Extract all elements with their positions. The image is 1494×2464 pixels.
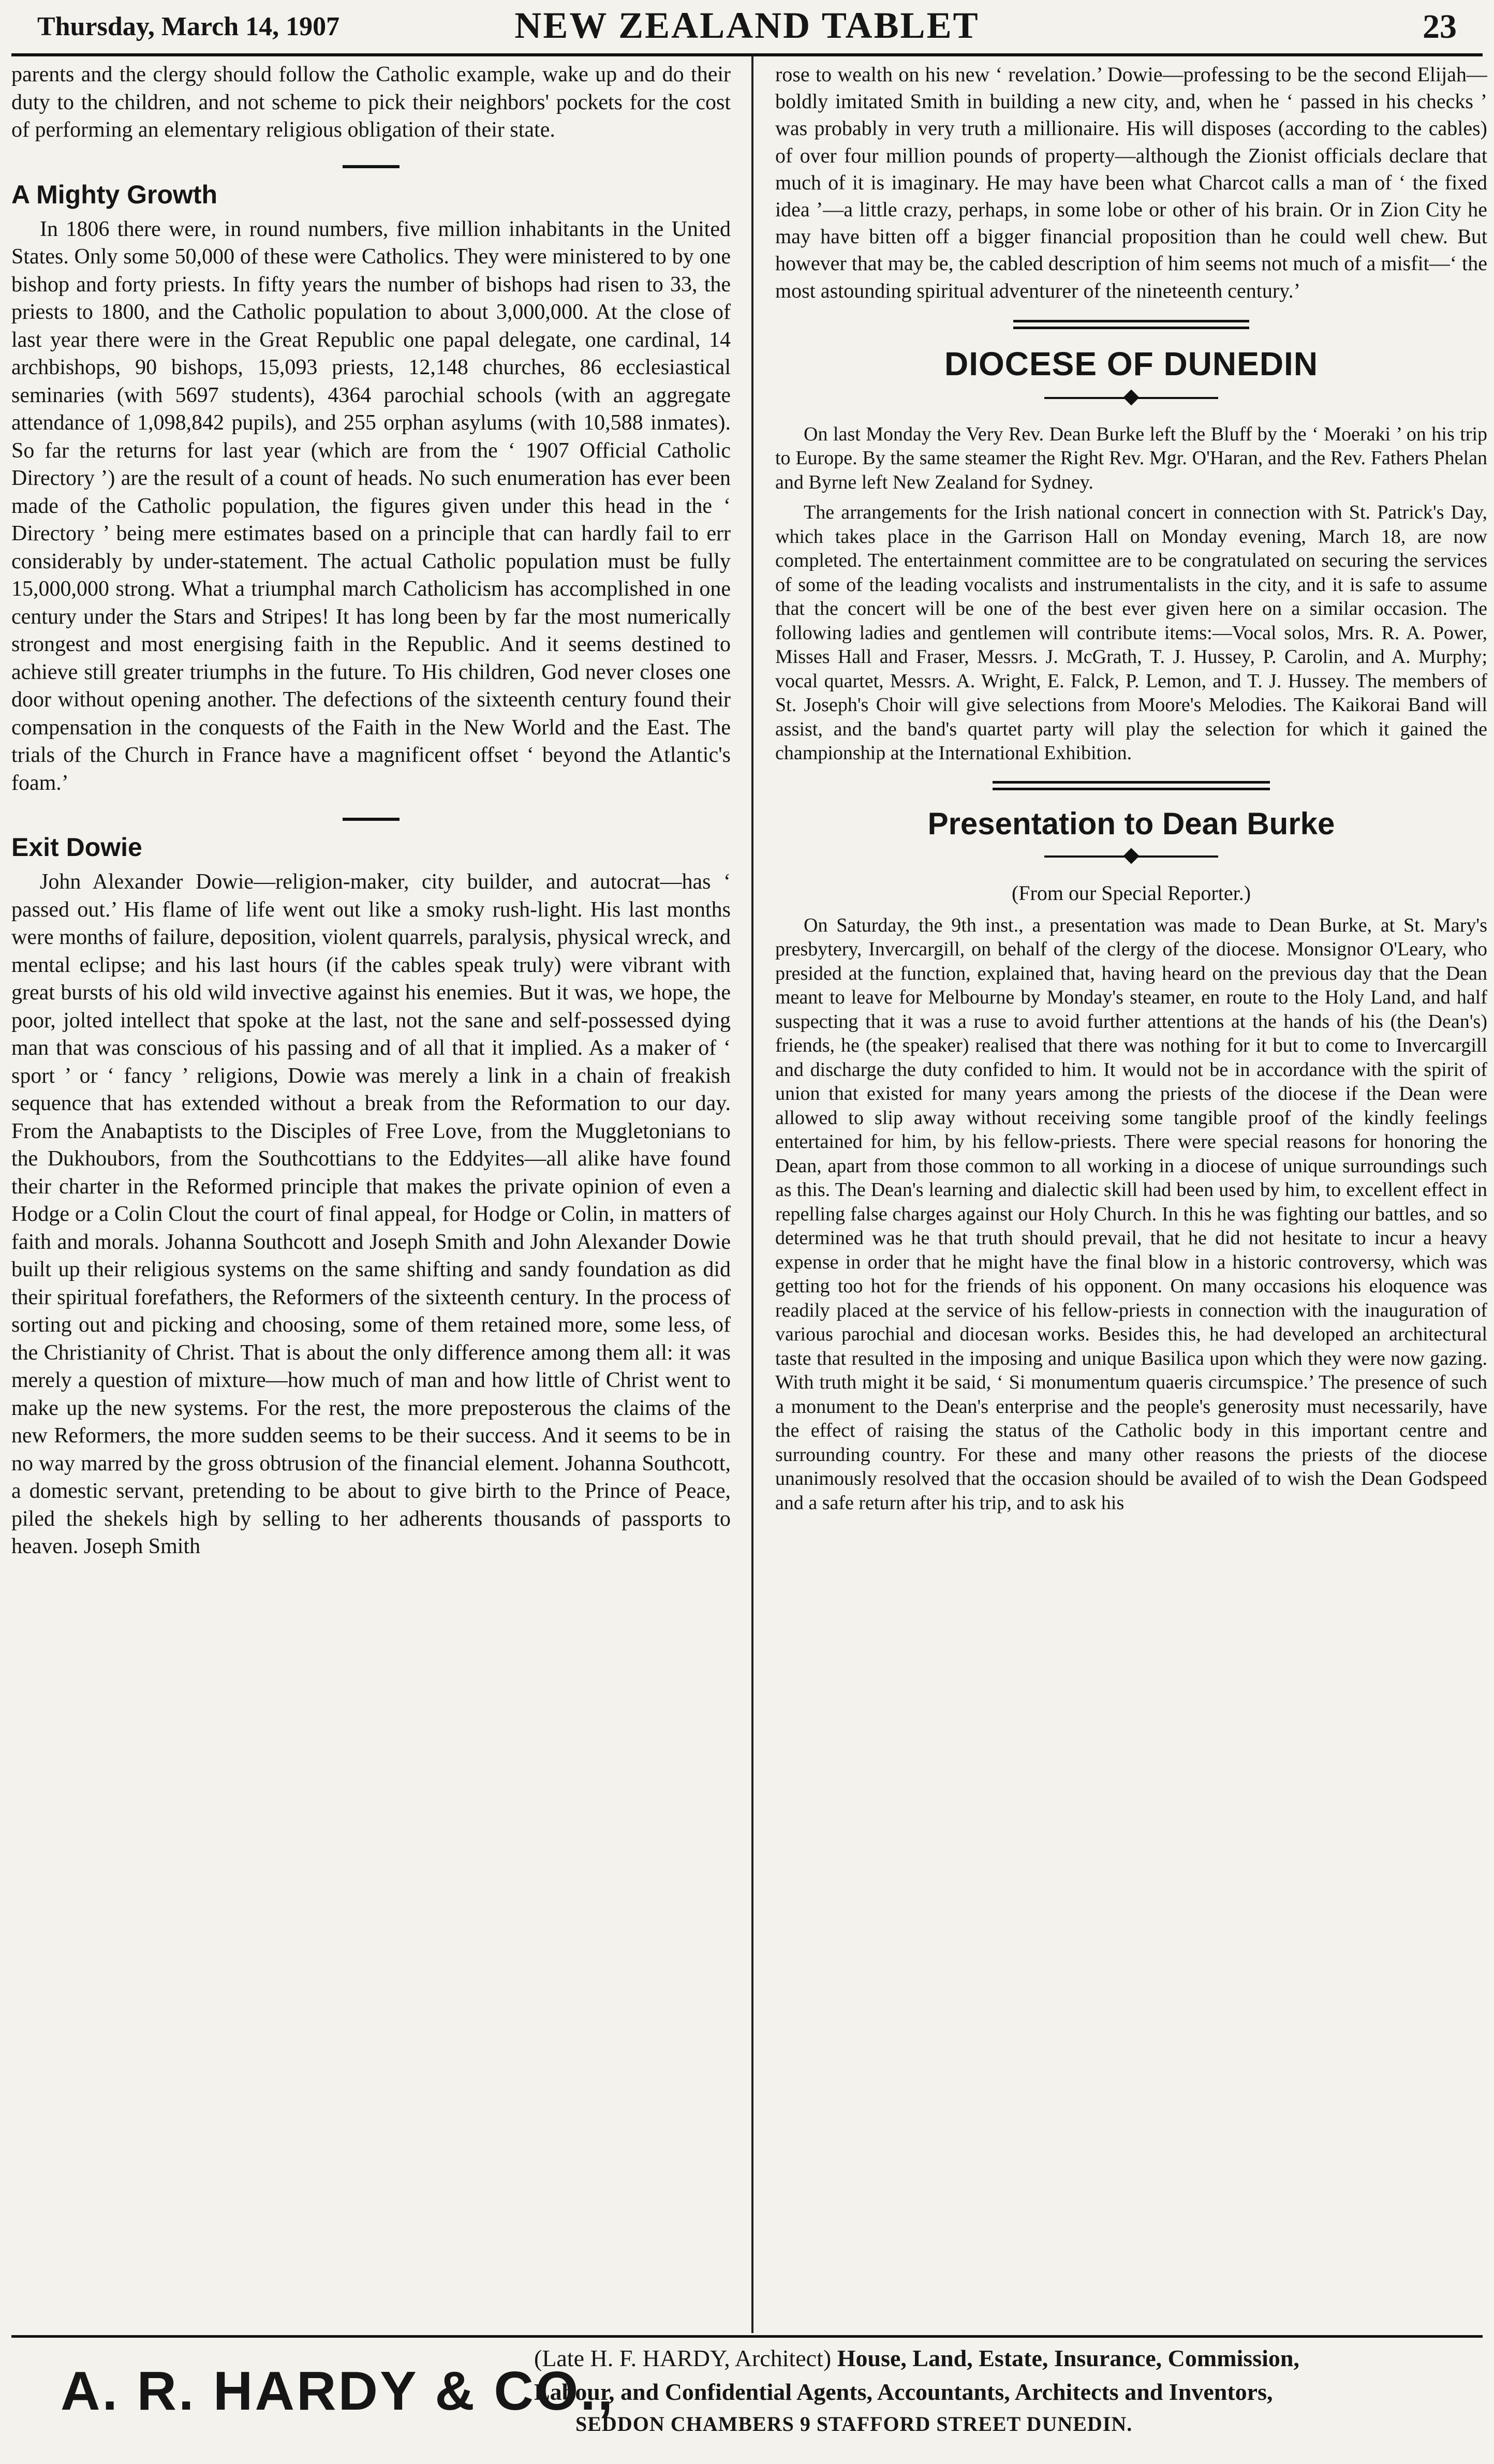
intro-paragraph: parents and the clergy should follow the Catholic example, wake up and do their duty to the children, and not scheme to pick their neighbors' pockets for the cost of performing an elementary religious obligation of their state.	[11, 63, 731, 142]
ornament-rule	[775, 389, 1487, 407]
header-rule	[11, 53, 1483, 56]
advertisement-line-2: Labour, and Confidential Agents, Accountants, Architects and Inventors,	[534, 2379, 1273, 2405]
issue-date: Thursday, March 14, 1907	[37, 12, 340, 41]
presentation-heading: Presentation to Dean Burke	[927, 806, 1335, 841]
diamond-ornament-icon	[1123, 848, 1139, 864]
mighty-growth-heading: A Mighty Growth	[11, 180, 218, 209]
advertisement-note: (Late H. F. HARDY, Architect)	[534, 2345, 832, 2371]
diocese-paragraph-2: The arrangements for the Irish national concert in connection with St. Patrick's Day, which takes place in the Garrison Hall on Monday evening, March 18, are now completed. The entertainment committee are to be congratulated on securing the services of some of the leading vocalists and instrumentalists in the city, and it is safe to assume that the concert will be one of the best ever given here on a similar occasion. The following ladies and gentlemen will contribute items:—Vocal solos, Mrs. R. A. Power, Misses Hall and Fraser, Messrs. J. McGrath, T. J. Hussey, P. Carolin, and A. Murphy; vocal quartet, Messrs. A. Wright, E. Falck, P. Lemon, and T. J. Hussey. The members of St. Joseph's Choir will give selections from Moore's Melodies. The Kaikorai Band will assist, and the band's quartet party will play the selection for which it gained the championship at the International Exhibition.	[775, 501, 1487, 764]
right-column	[775, 61, 1487, 2331]
hardy-advertisement	[11, 2339, 1483, 2458]
diamond-ornament-icon	[1123, 389, 1139, 405]
advertisement-rule	[11, 2335, 1483, 2338]
diocese-paragraph-1: On last Monday the Very Rev. Dean Burke left the Bluff by the ‘ Moeraki ’ on his trip to Europe. By the same steamer the Right Rev. Mgr. O'Haran, and the Rev. Fathers Phelan and Byrne left New Zealand for Sydney.	[775, 423, 1487, 493]
advertisement-line-1	[534, 2344, 1299, 2372]
page-header	[37, 4, 1457, 53]
advertisement-address: SEDDON CHAMBERS 9 STAFFORD STREET DUNEDIN.	[575, 2412, 1133, 2436]
column-divider	[751, 56, 753, 2333]
mighty-growth-paragraph: In 1806 there were, in round numbers, five million inhabitants in the United States. Only some 50,000 of these were Catholics. They were ministered to by one bishop and forty priests. In fifty years the number of bishops had risen to 33, the priests to 1800, and the Catholic population to about 3,000,000. At the close of last year there were in the Great Republic one papal delegate, one cardinal, 14 archbishops, 90 bishops, 15,093 priests, 12,148 churches, 86 ecclesiastical seminaries (with 5697 students), 4364 parochial schools (with an aggregate attendance of 1,098,842 pupils), and 255 orphan asylums (with 10,588 inmates). So far the returns for last year (which are from the ‘ 1907 Official Catholic Directory ’) are the result of a count of heads. No such enumeration has ever been made of the Catholic population, the figures given under this head in the ‘ Directory ’ being mere estimates based on a principle that can hardly fail to err considerably by under-statement. The actual Catholic population must be fully 15,000,000 strong. What a triumphal march Catholicism has accomplished in one century under the Stars and Stripes! It has long been by far the most numerically strongest and most energising faith in the Republic. And it seems destined to achieve still greater triumphs in the future. To His children, God never closes one door without opening another. The defections of the sixteenth century found their compensation in the conquests of the Faith in the New World and the East. The trials of the Church in France have a magnificent offset ‘ beyond the Atlantic's foam.’	[11, 217, 731, 795]
ornament-rule	[775, 848, 1487, 865]
diocese-heading: DIOCESE OF DUNEDIN	[944, 345, 1319, 382]
presentation-paragraph: On Saturday, the 9th inst., a presentation was made to Dean Burke, at St. Mary's presbytery, Invercargill, on behalf of the clergy of the diocese. Monsignor O'Leary, who presided at the function, explained that, having heard on the previous day that the Dean meant to leave for Melbourne by Monday's steamer, en route to the Holy Land, and half suspecting that it was a ruse to avoid further attentions at the hands of his (the Dean's) friends, he (the speaker) realised that there was nothing for it but to come to Invercargill and discharge the duty confided to him. It would not be in accordance with the spirit of union that existed for many years among the priests of the diocese if the Dean were allowed to slip away without receiving some tangible proof of the kindly feelings entertained for him, by his fellow-priests. There were special reasons for honoring the Dean, apart from those common to all working in a diocese of unique surroundings such as this. The Dean's learning and dialectic skill had been used by him, to excellent effect in repelling false charges against our Holy Church. In this he was fighting our battles, and so determined was he that truth should prevail, that he did not hesitate to incur a heavy expense in order that he might have the final blow in a historic controversy, which was getting too hot for the friends of his opponent. On many occasions his eloquence was readily placed at the service of his fellow-priests in connection with the inauguration of various parochial and diocesan works. Besides this, he had developed an architectural taste that resulted in the imposing and unique Basilica upon which they were now gazing. With truth might it be said, ‘ Si monumentum quaeris circumspice.’ The presence of such a monument to the Dean's enterprise and the people's generosity must necessarily, have the effect of raising the status of the Catholic body in this important centre and surrounding country. For these and many other reasons the priests of the diocese unanimously resolved that the occasion should be availed of to wish the Dean Godspeed and a safe return after his trip, and to ask his	[775, 914, 1487, 1514]
advertiser-name: A. R. HARDY & CO.,	[61, 2360, 615, 2422]
double-rule	[775, 320, 1487, 331]
page-number: 23	[1423, 8, 1457, 46]
masthead: NEW ZEALAND TABLET	[514, 5, 980, 46]
advertisement-services: House, Land, Estate, Insurance, Commission,	[837, 2345, 1299, 2371]
section-rule	[343, 165, 400, 168]
presentation-byline: (From our Special Reporter.)	[1011, 881, 1251, 905]
double-rule	[775, 781, 1487, 792]
exit-dowie-heading: Exit Dowie	[11, 833, 142, 862]
exit-dowie-paragraph: John Alexander Dowie—religion-maker, city builder, and autocrat—has ‘ passed out.’ His flame of life went out like a smoky rush-light. His last months were months of failure, deposition, violent quarrels, paralysis, physical wreck, and mental eclipse; and his last hours (if the cables speak truly) were vibrant with great bursts of his old wild invective against his enemies. But it was, we hope, the poor, jolted intellect that spoke at the last, not the sane and self-possessed dying man that was conscious of his passing and of all that it implied. As a maker of ‘ sport ’ or ‘ fancy ’ religions, Dowie was merely a link in a chain of freakish sequence that has extended without a break from the Reformation to our day. From the Anabaptists to the Disciples of Free Love, from the Muggletonians to the Dukhoubors, from the Southcottians to the Eddyites—all alike have found their charter in the Reformed principle that makes the private opinion of even a Hodge or a Colin Clout the court of final appeal, for Hodge or Colin, in matters of faith and morals. Johanna Southcott and Joseph Smith and John Alexander Dowie built up their religious systems on the same shifting and sandy foundation as did their spiritual forefathers, the Reformers of the sixteenth century. In the process of sorting out and picking and choosing, some of them retained more, some less, of the Christianity of Christ. That is about the only difference among them all: it was merely a question of mixture—how much of man and how little of Christ went to make up the new systems. For the rest, the more preposterous the claims of the new Reformers, the more sudden seems to be their success. And it seems to be in no way marred by the gross obtrusion of the financial element. Johanna Southcott, a domestic servant, pretending to be about to give birth to the Prince of Peace, piled the shekels high by selling to her adherents thousands of passports to heaven. Joseph Smith	[11, 870, 731, 1558]
section-rule	[343, 818, 400, 821]
left-column	[11, 61, 731, 2331]
dowie-continued-paragraph: rose to wealth on his new ‘ revelation.’ Dowie—professing to be the second Elijah—boldly imitated Smith in building a new city, and, when he ‘ passed in his checks ’ was probably in very truth a millionaire. His will disposes (according to the cables) of over four million pounds of property—although the Zionist officials declare that much of it is imaginary. He may have been what Charcot calls a man of ‘ the fixed idea ’—a little crazy, perhaps, in some lobe or other of his brain. Or in Zion City he may have bitten off a bigger financial proposition than he could well chew. But however that may be, the cabled description of him seems not much of a misfit—‘ the most astounding spiritual adventurer of the nineteenth century.’	[775, 63, 1487, 302]
